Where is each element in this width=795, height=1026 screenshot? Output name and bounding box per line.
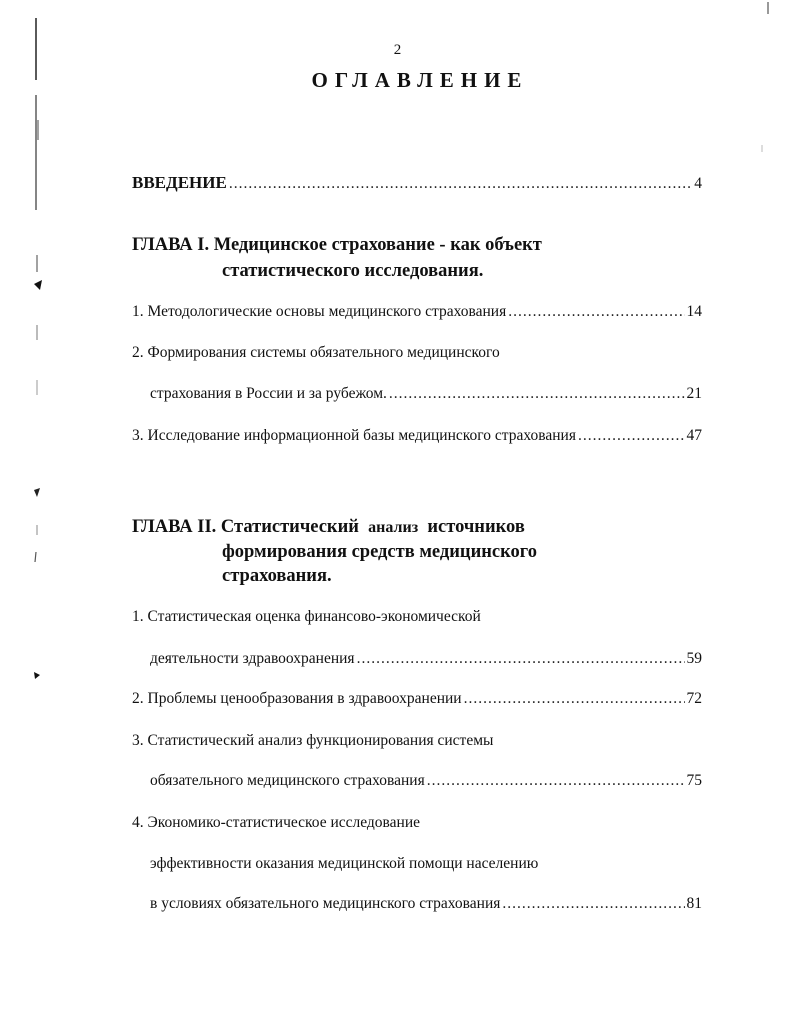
toc-entry-page: 72 bbox=[686, 690, 702, 707]
chapter-2-heading-line2: формирования средств медицинского bbox=[222, 542, 537, 562]
toc-entry-1-3 bbox=[132, 427, 702, 445]
chapter-2-heading-b: анализ bbox=[368, 519, 419, 536]
toc-entry-2-3-line1: 3. Статистический анализ функционирования системы bbox=[132, 732, 494, 749]
chapter-2-heading bbox=[132, 517, 525, 538]
toc-entry-label: деятельности здравоохранения bbox=[150, 650, 355, 667]
toc-entry-1-2-line1: 2. Формирования системы обязательного медицинского bbox=[132, 344, 500, 361]
leader-dots bbox=[427, 772, 685, 790]
toc-entry-page: 4 bbox=[694, 175, 702, 192]
toc-entry-label: в условиях обязательного медицинского страхования bbox=[150, 895, 501, 912]
toc-entry-2-3 bbox=[150, 772, 702, 790]
page-title: ОГЛАВЛЕНИЕ bbox=[311, 68, 529, 92]
toc-entry-2-1 bbox=[150, 650, 702, 668]
toc-entry-page: 75 bbox=[686, 772, 702, 789]
leader-dots bbox=[357, 650, 685, 668]
leader-dots bbox=[464, 690, 685, 708]
toc-entry-2-4-line2: эффективности оказания медицинской помощи населению bbox=[150, 855, 539, 872]
toc-entry-label: ВВЕДЕНИЕ bbox=[132, 173, 227, 192]
toc-entry-page: 14 bbox=[686, 303, 702, 320]
chapter-1-heading-cont: статистического исследования. bbox=[222, 261, 484, 281]
toc-entry-label: страхования в России и за рубежом. bbox=[150, 385, 387, 402]
leader-dots bbox=[508, 303, 684, 321]
toc-entry-page: 81 bbox=[686, 895, 702, 912]
toc-entry-2-4-line1: 4. Экономико-статистическое исследование bbox=[132, 814, 421, 831]
chapter-2-heading-c: источников bbox=[427, 517, 525, 537]
toc-entry-page: 47 bbox=[686, 427, 702, 444]
leader-dots bbox=[389, 385, 685, 403]
toc-entry-page: 21 bbox=[686, 385, 702, 402]
toc-entry-page: 59 bbox=[686, 650, 702, 667]
toc-entry-2-1-line1: 1. Статистическая оценка финансово-экономической bbox=[132, 608, 481, 625]
toc-entry-1-1 bbox=[132, 303, 702, 321]
leader-dots bbox=[229, 175, 692, 193]
toc-entry-label: 3. Исследование информационной базы медицинского страхования bbox=[132, 427, 576, 444]
toc-entry-intro bbox=[132, 173, 702, 193]
chapter-2-heading-a: ГЛАВА II. Статистический bbox=[132, 517, 359, 537]
toc-entry-1-2 bbox=[150, 385, 702, 403]
toc-entry-label: обязательного медицинского страхования bbox=[150, 772, 425, 789]
page-number: 2 bbox=[393, 42, 402, 58]
chapter-1-heading: ГЛАВА I. Медицинское страхование - как объект bbox=[132, 235, 542, 255]
chapter-2-heading-line3: страхования. bbox=[222, 566, 332, 586]
toc-entry-2-2 bbox=[132, 690, 702, 708]
toc-entry-label: 1. Методологические основы медицинского страхования bbox=[132, 303, 507, 320]
leader-dots bbox=[502, 895, 684, 913]
toc-entry-label: 2. Проблемы ценообразования в здравоохранении bbox=[132, 690, 462, 707]
toc-entry-2-4 bbox=[150, 895, 702, 913]
leader-dots bbox=[578, 427, 685, 445]
